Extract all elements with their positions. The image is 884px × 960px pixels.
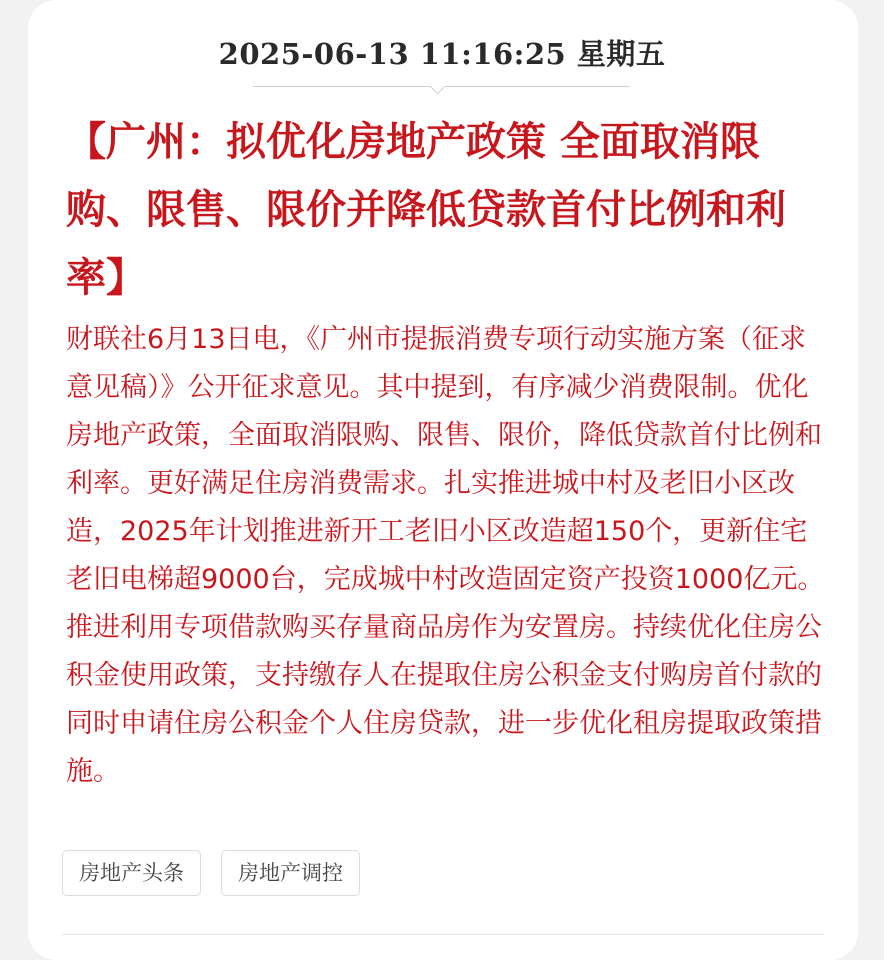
tag-real-estate-headlines[interactable]: 房地产头条: [62, 850, 201, 896]
article-body: 财联社6月13日电，《广州市提振消费专项行动实施方案（征求意见稿）》公开征求意见。其中提到，有序减少消费限制。优化房地产政策，全面取消限购、限售、限价，降低贷款首付比例和利率。更好满足住房消费需求。扎实推进城中村及老旧小区改造，2025年计划推进新开工老旧小区改造超150个，更新住宅老旧电梯超9000台，完成城中村改造固定资产投资1000亿元。推进利用专项借款购买存量商品房作为安置房。持续优化住房公积金使用政策，支持缴存人在提取住房公积金支付购房首付款的同时申请住房公积金个人住房贷款，进一步优化租房提取政策措施。: [66, 324, 825, 787]
article-headline: 【广州：拟优化房地产政策 全面取消限购、限售、限价并降低贷款首付比例和利率】: [66, 118, 786, 301]
tag-list: [62, 850, 360, 896]
tag-real-estate-regulation[interactable]: 房地产调控: [221, 850, 360, 896]
bottom-divider: [62, 934, 824, 935]
publish-timestamp: 2025-06-13 11:16:25 星期五: [218, 37, 666, 71]
